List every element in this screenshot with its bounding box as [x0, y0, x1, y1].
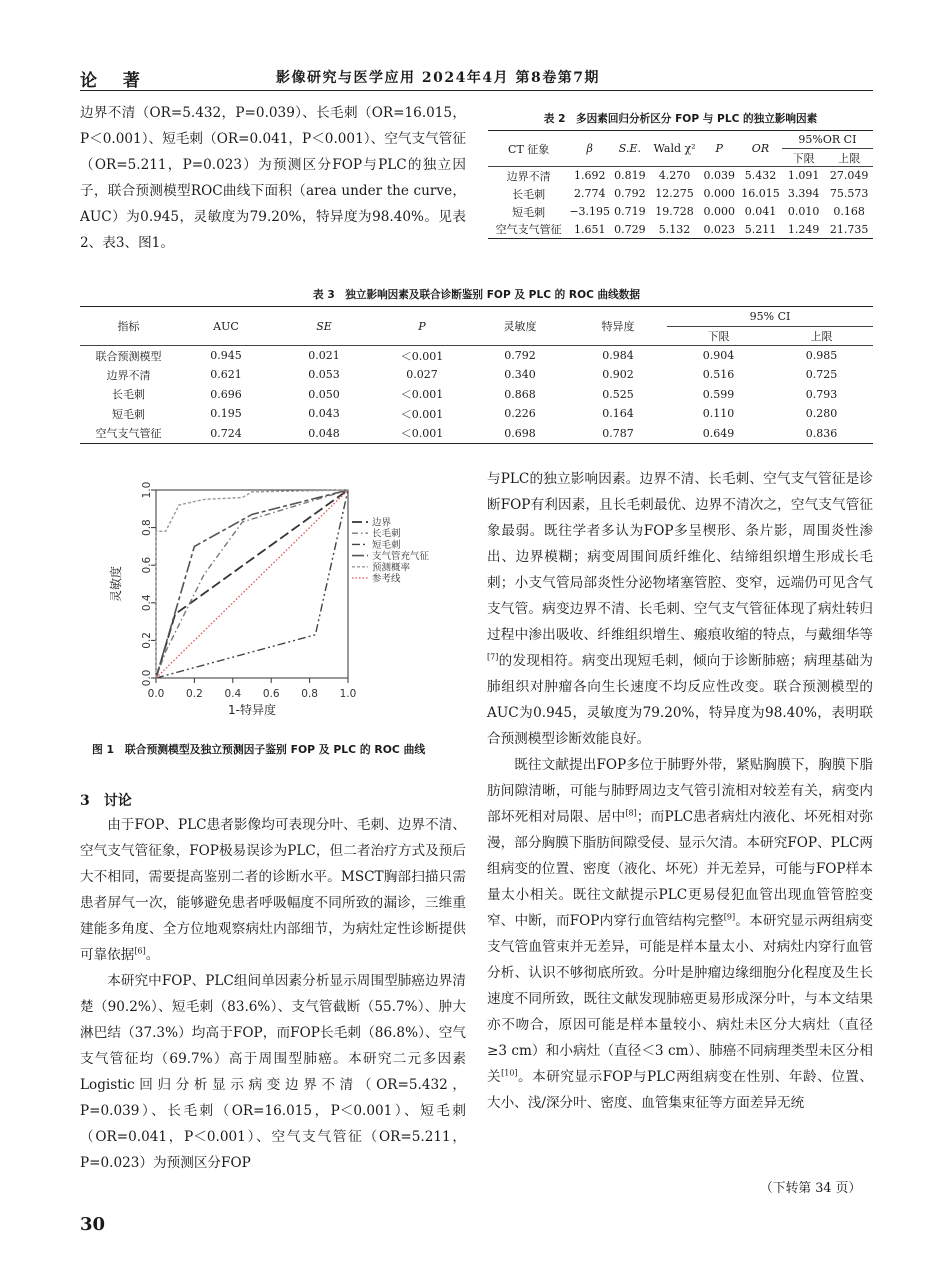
intro-paragraph — [80, 100, 466, 251]
t3-h-lower: 下限 — [667, 326, 770, 346]
t2-cell: 0.729 — [614, 222, 646, 236]
discussion-paragraph-3 — [487, 466, 873, 752]
t2-cell: 0.792 — [614, 187, 646, 200]
t3-cell: 0.902 — [602, 368, 634, 382]
t3-cell: 0.516 — [702, 368, 735, 382]
t2-cell: 3.394 — [787, 187, 820, 200]
t3-cell: ＜0.001 — [400, 349, 444, 363]
t3-cell: ＜0.001 — [400, 427, 444, 440]
t2-h-lower: 下限 — [782, 149, 825, 167]
t3-h-se: SE — [275, 307, 373, 346]
t2-cell: 0.041 — [744, 205, 777, 218]
t3-h-index: 指标 — [80, 307, 177, 346]
journal-header: 影像研究与医学应用 2024年4月 第8卷第7期 — [276, 70, 600, 86]
legend-entry: 短毛刺 — [372, 539, 401, 551]
t3-cell: ＜0.001 — [400, 407, 444, 421]
page-number: 30 — [80, 1214, 106, 1235]
x-tick-label: 0.0 — [147, 688, 165, 700]
t3-cell: 边界不清 — [106, 368, 151, 382]
t3-cell: 0.836 — [805, 426, 838, 440]
t2-cell: 5.432 — [744, 169, 777, 183]
discussion-paragraph-1 — [80, 812, 466, 968]
t3-cell: 长毛刺 — [112, 388, 145, 402]
header-rule — [80, 90, 873, 91]
figure-caption: 图 1 联合预测模型及独立预测因子鉴别 FOP 及 PLC 的 ROC 曲线 — [92, 743, 426, 756]
t2-cell: 5.132 — [658, 222, 691, 236]
t3-cell: 0.724 — [210, 426, 242, 440]
t3-cell: 0.787 — [602, 426, 634, 440]
t2-h-wald: Wald χ² — [650, 131, 700, 167]
table-row — [80, 424, 873, 444]
t2-cell: 12.275 — [655, 187, 694, 200]
x-tick-label: 0.6 — [262, 688, 280, 700]
legend-entry: 参考线 — [372, 573, 401, 585]
y-tick-label: 0.4 — [141, 594, 153, 612]
paragraph-text: 与PLC的独立影响因素。边界不清、长毛刺、空气支气管征是诊断FOP有利因素，且长毛刺最优、边界不清次之，空气支气管征象最弱。既往学者多认为FOP多呈楔形、条片影，周围炎性渗出、边界模糊；病变周围间质纤维化、结缔组织增生形成长毛刺；小支气管局部炎性分泌物堵塞管腔、变窄，远端仍可见含气支气管。病变边界不清、长毛刺、空气支气管征体现了病灶转归过程中渗出吸收、纤维组织增生、瘢痕收缩的特点，与戴细华等 — [487, 471, 873, 643]
t3-cell: 0.164 — [602, 407, 634, 421]
t3-cell: 短毛刺 — [112, 407, 145, 421]
intro-text: 边界不清（OR=5.432，P=0.039）、长毛刺（OR=16.015，P＜0.001）、短毛刺（OR=0.041，P＜0.001）、空气支气管征（OR=5.211，P=0.023）为预测区分FOP与PLC的独立因子，联合预测模型ROC曲线下面积（area under the curve，AUC）为0.945，灵敏度为79.20%，特异度为98.40%。见表2、表3、图1。 — [80, 105, 466, 251]
t3-cell: 0.053 — [308, 368, 340, 382]
t2-cell: 1.692 — [573, 169, 606, 183]
citation: [7] — [487, 652, 499, 662]
t2-cell: 0.000 — [703, 205, 735, 218]
y-tick-label: 0.2 — [141, 632, 153, 649]
t2-cell: 长毛刺 — [512, 187, 546, 201]
t3-cell: 0.340 — [504, 368, 536, 382]
citation: [6] — [134, 946, 146, 956]
paragraph-text: 既往文献提出FOP多位于肺野外带，紧贴胸膜下，胸膜下脂肪间隙清晰，可能与肺野周边支气管引流相对较差有关，病变内部坏死相对局限、居中 — [487, 757, 873, 825]
section-label: 论 著 — [80, 71, 150, 91]
table2-title: 表 2 多因素回归分析区分 FOP 与 PLC 的独立影响因素 — [543, 113, 818, 125]
paragraph-text: 。 — [145, 947, 160, 963]
paragraph-text: 。本研究显示两组病变支气管血管束并无差异，可能是样本量太小、对病灶内穿行血管分析、认识不够彻底所致。分叶是肿瘤边缘细胞分化程度及生长速度不同所致，既往文献发现肺癌更易形成深分叶，与本文结果亦不吻合，原因可能是样本量较小、病灶未区分大病灶（直径≥3 cm）和小病灶（直径＜3 cm）、肺癌不同病理类型未区分相关 — [487, 913, 873, 1085]
citation: [10] — [501, 1068, 518, 1078]
t3-cell: 0.792 — [504, 349, 536, 362]
table-row — [488, 167, 873, 185]
t2-h-sign: CT 征象 — [488, 131, 569, 167]
t3-cell: 0.195 — [210, 407, 242, 421]
t3-cell: 0.226 — [504, 407, 536, 421]
t3-cell: 0.725 — [805, 368, 838, 382]
legend-entry: 长毛刺 — [372, 528, 401, 540]
t2-cell: 1.091 — [787, 169, 820, 183]
t3-cell: 0.621 — [210, 368, 242, 382]
t3-cell: 0.021 — [308, 349, 340, 362]
t3-cell: 0.696 — [210, 387, 242, 401]
t2-cell: 0.039 — [703, 169, 735, 183]
t2-cell: −3.195 — [569, 205, 611, 218]
legend-entry: 支气管充气征 — [372, 551, 430, 563]
citation: [8] — [625, 808, 637, 818]
t2-cell: 2.774 — [573, 187, 606, 200]
t2-cell: 0.023 — [703, 222, 735, 236]
t2-cell: 16.015 — [741, 187, 780, 200]
y-tick-label: 0.8 — [141, 519, 153, 536]
t3-h-auc: AUC — [177, 307, 275, 346]
x-axis-label: 1-特异度 — [228, 703, 276, 717]
t3-cell: 0.793 — [805, 387, 838, 401]
t3-h-spec: 特异度 — [569, 307, 667, 346]
table-row — [80, 385, 873, 405]
t2-cell: 4.270 — [658, 169, 691, 183]
t3-cell: 0.050 — [308, 387, 340, 401]
t3-cell: 空气支气管征 — [95, 427, 162, 440]
x-tick-label: 0.2 — [186, 688, 203, 700]
t2-h-beta: β — [569, 131, 610, 167]
table3-title: 表 3 独立影响因素及联合诊断鉴别 FOP 及 PLC 的 ROC 曲线数据 — [313, 289, 640, 301]
paragraph-text: 由于FOP、PLC患者影像均可表现分叶、毛刺、边界不清、空气支气管征象，FOP极易误诊为PLC，但二者治疗方式及预后大不相同，需要提高鉴别二者的诊断水平。MSCT胸部扫描只需患者屏气一次，能够避免患者呼吸幅度不同所致的漏诊，三维重建能多角度、全方位地观察病灶内部细节，为病灶定性诊断提供可靠依据 — [80, 817, 466, 963]
table-row — [80, 404, 873, 424]
t3-cell: ＜0.001 — [400, 388, 444, 402]
paragraph-text: ；而PLC患者病灶内液化、坏死相对弥漫，部分胸膜下脂肪间隙受侵、显示欠清。本研究FOP、PLC两组病变的位置、密度（液化、坏死）并无差异，可能与FOP样本量太小相关。既往文献提示PLC更易侵犯血管出现血管管腔变窄、中断，而FOP内穿行血管结构完整 — [487, 809, 874, 929]
table-row — [80, 346, 873, 366]
discussion-paragraph-4 — [487, 752, 873, 1116]
citation: [9] — [723, 912, 736, 922]
t2-cell: 0.000 — [703, 187, 735, 200]
left-discussion — [80, 812, 466, 1202]
t2-h-se: S.E. — [610, 131, 650, 167]
t3-cell: 0.048 — [308, 426, 340, 440]
t2-h-upper: 上限 — [825, 149, 873, 167]
t3-cell: 0.027 — [406, 368, 438, 382]
t2-cell: 边界不清 — [506, 169, 551, 183]
paragraph-text: 。本研究显示FOP与PLC两组病变在性别、年龄、位置、大小、浅/深分叶、密度、血管集束征等方面差异无统 — [487, 1069, 874, 1111]
t3-cell: 0.868 — [504, 387, 536, 401]
x-tick-label: 0.8 — [301, 688, 318, 700]
t2-cell: 19.728 — [655, 205, 694, 218]
t2-cell: 短毛刺 — [512, 205, 546, 219]
table2 — [488, 130, 873, 239]
t2-cell: 75.573 — [829, 187, 869, 200]
t3-cell: 联合预测模型 — [95, 349, 162, 363]
continued-note: （下转第 34 页） — [760, 1181, 862, 1196]
t3-h-sens: 灵敏度 — [471, 307, 569, 346]
t3-cell: 0.280 — [805, 407, 838, 421]
roc-curve-dotted-red — [156, 490, 348, 678]
t2-cell: 5.211 — [744, 222, 777, 236]
legend-entry: 边界 — [372, 517, 392, 529]
t3-h-upper: 上限 — [770, 326, 873, 346]
t3-cell: 0.904 — [702, 349, 735, 362]
t2-cell: 0.819 — [614, 169, 646, 183]
legend-entry: 预测概率 — [372, 562, 411, 574]
t3-cell: 0.525 — [602, 387, 634, 401]
t2-cell: 空气支气管征 — [495, 223, 562, 237]
discussion-paragraph-2: 本研究中FOP、PLC组间单因素分析显示周围型肺癌边界清楚（90.2%）、短毛刺（83.6%）、支气管截断（55.7%）、肿大淋巴结（37.3%）均高于FOP，而FOP长毛刺（86.8%）、空气支气管征均（69.7%）高于周围型肺癌。本研究二元多因素Logistic回归分析显示病变边界不清（OR=5.432，P=0.039）、长毛刺（OR=16.015，P＜0.001）、短毛刺（OR=0.041，P＜0.001）、空气支气管征（OR=5.211，P=0.023）为预测区分FOP — [80, 973, 466, 1171]
y-tick-label: 0.0 — [141, 669, 153, 687]
t2-h-ci: 95%OR CI — [782, 131, 873, 149]
t2-cell: 0.010 — [787, 205, 820, 218]
t3-cell: 0.649 — [702, 426, 735, 440]
y-tick-label: 1.0 — [141, 481, 153, 499]
t3-cell: 0.984 — [602, 349, 634, 362]
t2-h-or: OR — [739, 131, 782, 167]
table-row — [488, 203, 873, 221]
t3-h-ci: 95% CI — [667, 307, 873, 327]
roc-chart — [100, 470, 440, 732]
t3-cell: 0.043 — [308, 407, 340, 421]
section-heading: 3 讨论 — [80, 793, 132, 809]
table-row — [488, 185, 873, 203]
t3-cell: 0.945 — [210, 349, 242, 362]
t3-cell: 0.599 — [702, 387, 735, 401]
t2-cell: 27.049 — [829, 169, 869, 183]
t2-cell: 1.651 — [573, 222, 606, 236]
paragraph-text: 的发现相符。病变出现短毛刺，倾向于诊断肺癌；病理基础为肺组织对肿瘤各向生长速度不均反应性改变。联合预测模型的AUC为0.945，灵敏度为79.20%，特异度为98.40%，表明联合预测模型诊断效能良好。 — [487, 653, 873, 747]
t2-cell: 0.719 — [614, 205, 646, 218]
table-row — [488, 221, 873, 239]
t2-cell: 21.735 — [829, 222, 869, 236]
t3-cell: 0.110 — [702, 407, 735, 421]
t3-cell: 0.698 — [504, 426, 536, 440]
t2-cell: 1.249 — [787, 222, 820, 236]
t3-cell: 0.985 — [805, 349, 838, 362]
y-axis-label: 灵敏度 — [109, 565, 123, 603]
right-discussion — [487, 466, 873, 1176]
x-tick-label: 0.4 — [224, 688, 242, 700]
t2-h-p: P — [699, 131, 739, 167]
x-tick-label: 1.0 — [339, 688, 357, 700]
table-row — [80, 365, 873, 385]
t3-h-p: P — [373, 307, 471, 346]
y-tick-label: 0.6 — [141, 556, 153, 574]
table3 — [80, 306, 873, 444]
t2-cell: 0.168 — [833, 205, 865, 218]
